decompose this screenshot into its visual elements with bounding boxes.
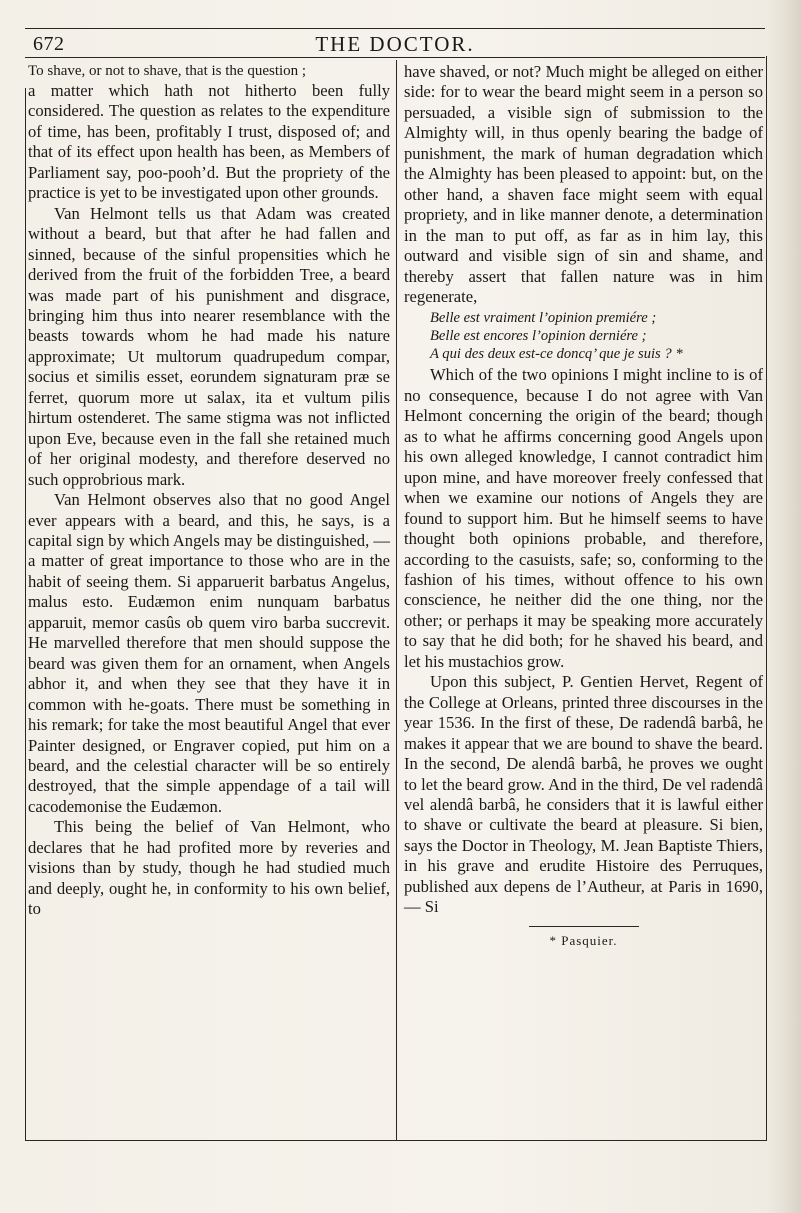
page-header: [25, 28, 765, 58]
verse-line: A qui des deux est-ce doncq’ que je suis ? *: [430, 346, 683, 363]
column-divider: [396, 60, 397, 1140]
verse-line: Belle est vraiment l’opinion premiére ;: [430, 310, 657, 327]
verse-line: Belle est encores l’opinion derniére ;: [430, 328, 647, 345]
verse-quote: [430, 309, 763, 363]
paragraph: a matter which hath not hitherto been fully considered. The question as relates to the expenditure of time, has been, profitably I trust, disposed of; and that of its effect upon health has been, as Members of Parliament say, poo-pooh’d. But the propriety of the practice is yet to be investigated upon other grounds.: [28, 81, 390, 203]
page-number: 672: [33, 33, 65, 55]
paragraph: Van Helmont observes also that no good Angel ever appears with a beard, and this, he says, is a capital sign by which Angels may be distinguished, — a matter of great importance to those who are in the habit of seeing them. Si apparuerit barbatus Angelus, malus esto. Eudæmon enim nunquam barbatus apparuit, memor casûs ob quem viro barba succrevit. He marvelled therefore that men should suppose the beard was given them for an ornament, when Angels abhor it, and when they see that they have it in common with he-goats. There must be something in his remark; for take the most beautiful Angel that ever Painter designed, or Engraver copied, put him on a beard, and the celestial character will be so entirely destroyed, that the simple appendage of a tail will cacodemonise the Eudæmon.: [28, 490, 390, 816]
left-border-rule: [25, 88, 26, 1140]
right-column: [404, 62, 763, 951]
paragraph: have shaved, or not? Much might be alleged on either side: for to wear the beard might seem in a person so persuaded, a visible sign of submission to the Almighty will, in thus openly bearing the badge of punishment, the mark of human degradation which the Almighty has been pleased to appoint: but, on the other hand, a shaven face might seem with equal propriety, and in like manner denote, a determination in the man to put off, as far as in him lay, this outward and visible sign of sin and shame, and thereby assert that fallen nature was in him regenerate,: [404, 62, 763, 306]
bottom-rule: [25, 1140, 767, 1141]
running-head: THE DOCTOR.: [315, 32, 475, 56]
paragraph: This being the belief of Van Helmont, who declares that he had profited more by reveries and visions than by study, though he had studied much and deeply, ought he, in conformity to his own belief, to: [28, 817, 390, 919]
epigraph-line: To shave, or not to shave, that is the question ;: [28, 63, 307, 79]
paragraph: Van Helmont tells us that Adam was created without a beard, but that after he had fallen and sinned, because of the sinful propensities which he derived from the fruit of the forbidden Tree, a beard was made part of his punishment and disgrace, bringing him thus into nearer resemblance with the beasts towards whom he had made his nature approximate; Ut multorum quadrupedum compar, socius et similis esset, eorundem signaturam præ se ferret, quorum more ut salax, ita et vultum pilis hirtum ostenderet. The same stigma was not inflicted upon Eve, because even in the fall she retained much of her original modesty, and therefore deserved no such opprobrious mark.: [28, 203, 390, 489]
paragraph: Upon this subject, P. Gentien Hervet, Regent of the College at Orleans, printed three discourses in the year 1536. In the first of these, De radendâ barbâ, he makes it appear that we are bound to shave the beard. In the second, De alendâ barbâ, he proves we ought to let the beard grow. And in the third, De vel radendâ vel alendâ barbâ, he considers that it is lawful either to shave or cultivate the beard at pleasure. Si bien, says the Doctor in Theology, M. Jean Baptiste Thiers, in his grave and erudite Histoire des Perruques, published aux depens de l’Autheur, at Paris in 1690, — Si: [404, 672, 763, 917]
footnote-rule: [529, 926, 639, 927]
right-border-rule: [766, 56, 767, 1140]
page-edge-shadow: [767, 0, 801, 1213]
left-column: [28, 62, 390, 920]
paragraph: Which of the two opinions I might incline to is of no consequence, because I do not agree with Van Helmont concerning the origin of the beard; though as to what he affirms concerning good Angels upon his own alleged knowledge, I cannot contradict him upon mine, and have moreover freely confessed that when we examine our notions of Angels they are found to support him. But he himself seems to have thought both opinions probable, and therefore, according to the casuists, safe; so, conforming to the fashion of his times, without offence to his own conscience, he neither did the one thing, nor the other; or perhaps it may be speaking more accurately to say that he did both; for he shaved his beard, and let his mustachios grow.: [404, 365, 763, 671]
footnote: * Pasquier.: [549, 932, 618, 948]
